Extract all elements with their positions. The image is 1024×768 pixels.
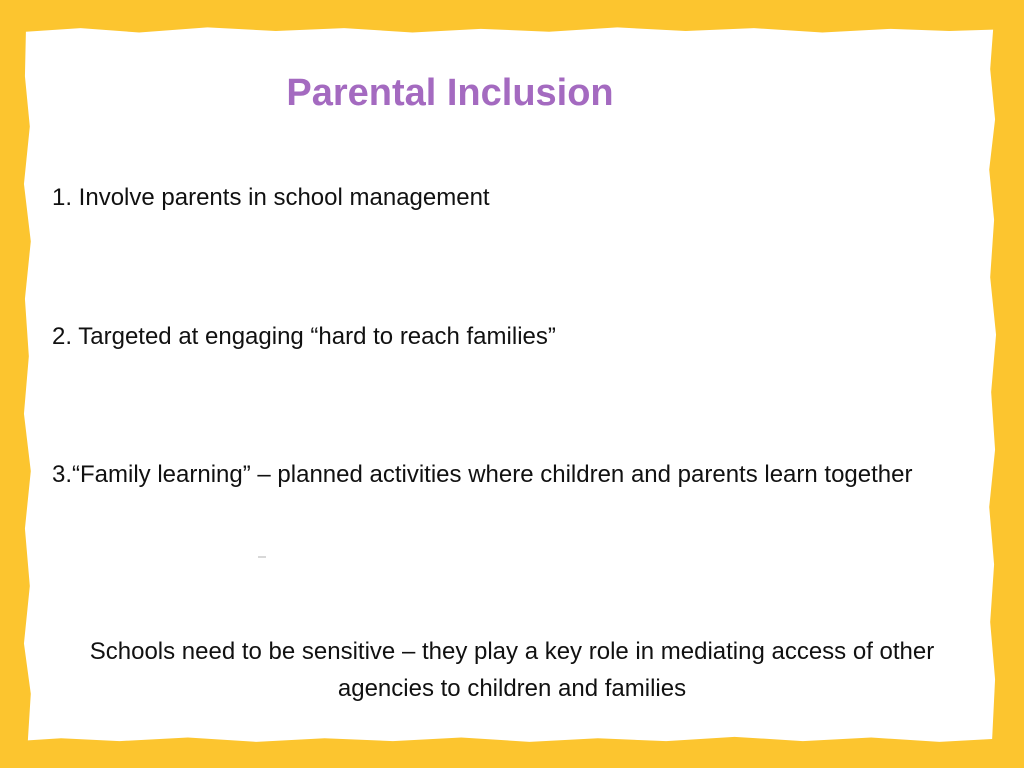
closing-statement: Schools need to be sensitive – they play a key role in mediating access of other agencies to children and families: [89, 638, 935, 702]
slide-title: Parental Inclusion: [286, 72, 614, 114]
point-1: 1. Involve parents in school management: [52, 184, 490, 211]
point-3: 3.“Family learning” – planned activities where children and parents learn together: [52, 461, 913, 488]
point-2: 2. Targeted at engaging “hard to reach families”: [52, 323, 556, 350]
stray-mark: [258, 556, 266, 558]
